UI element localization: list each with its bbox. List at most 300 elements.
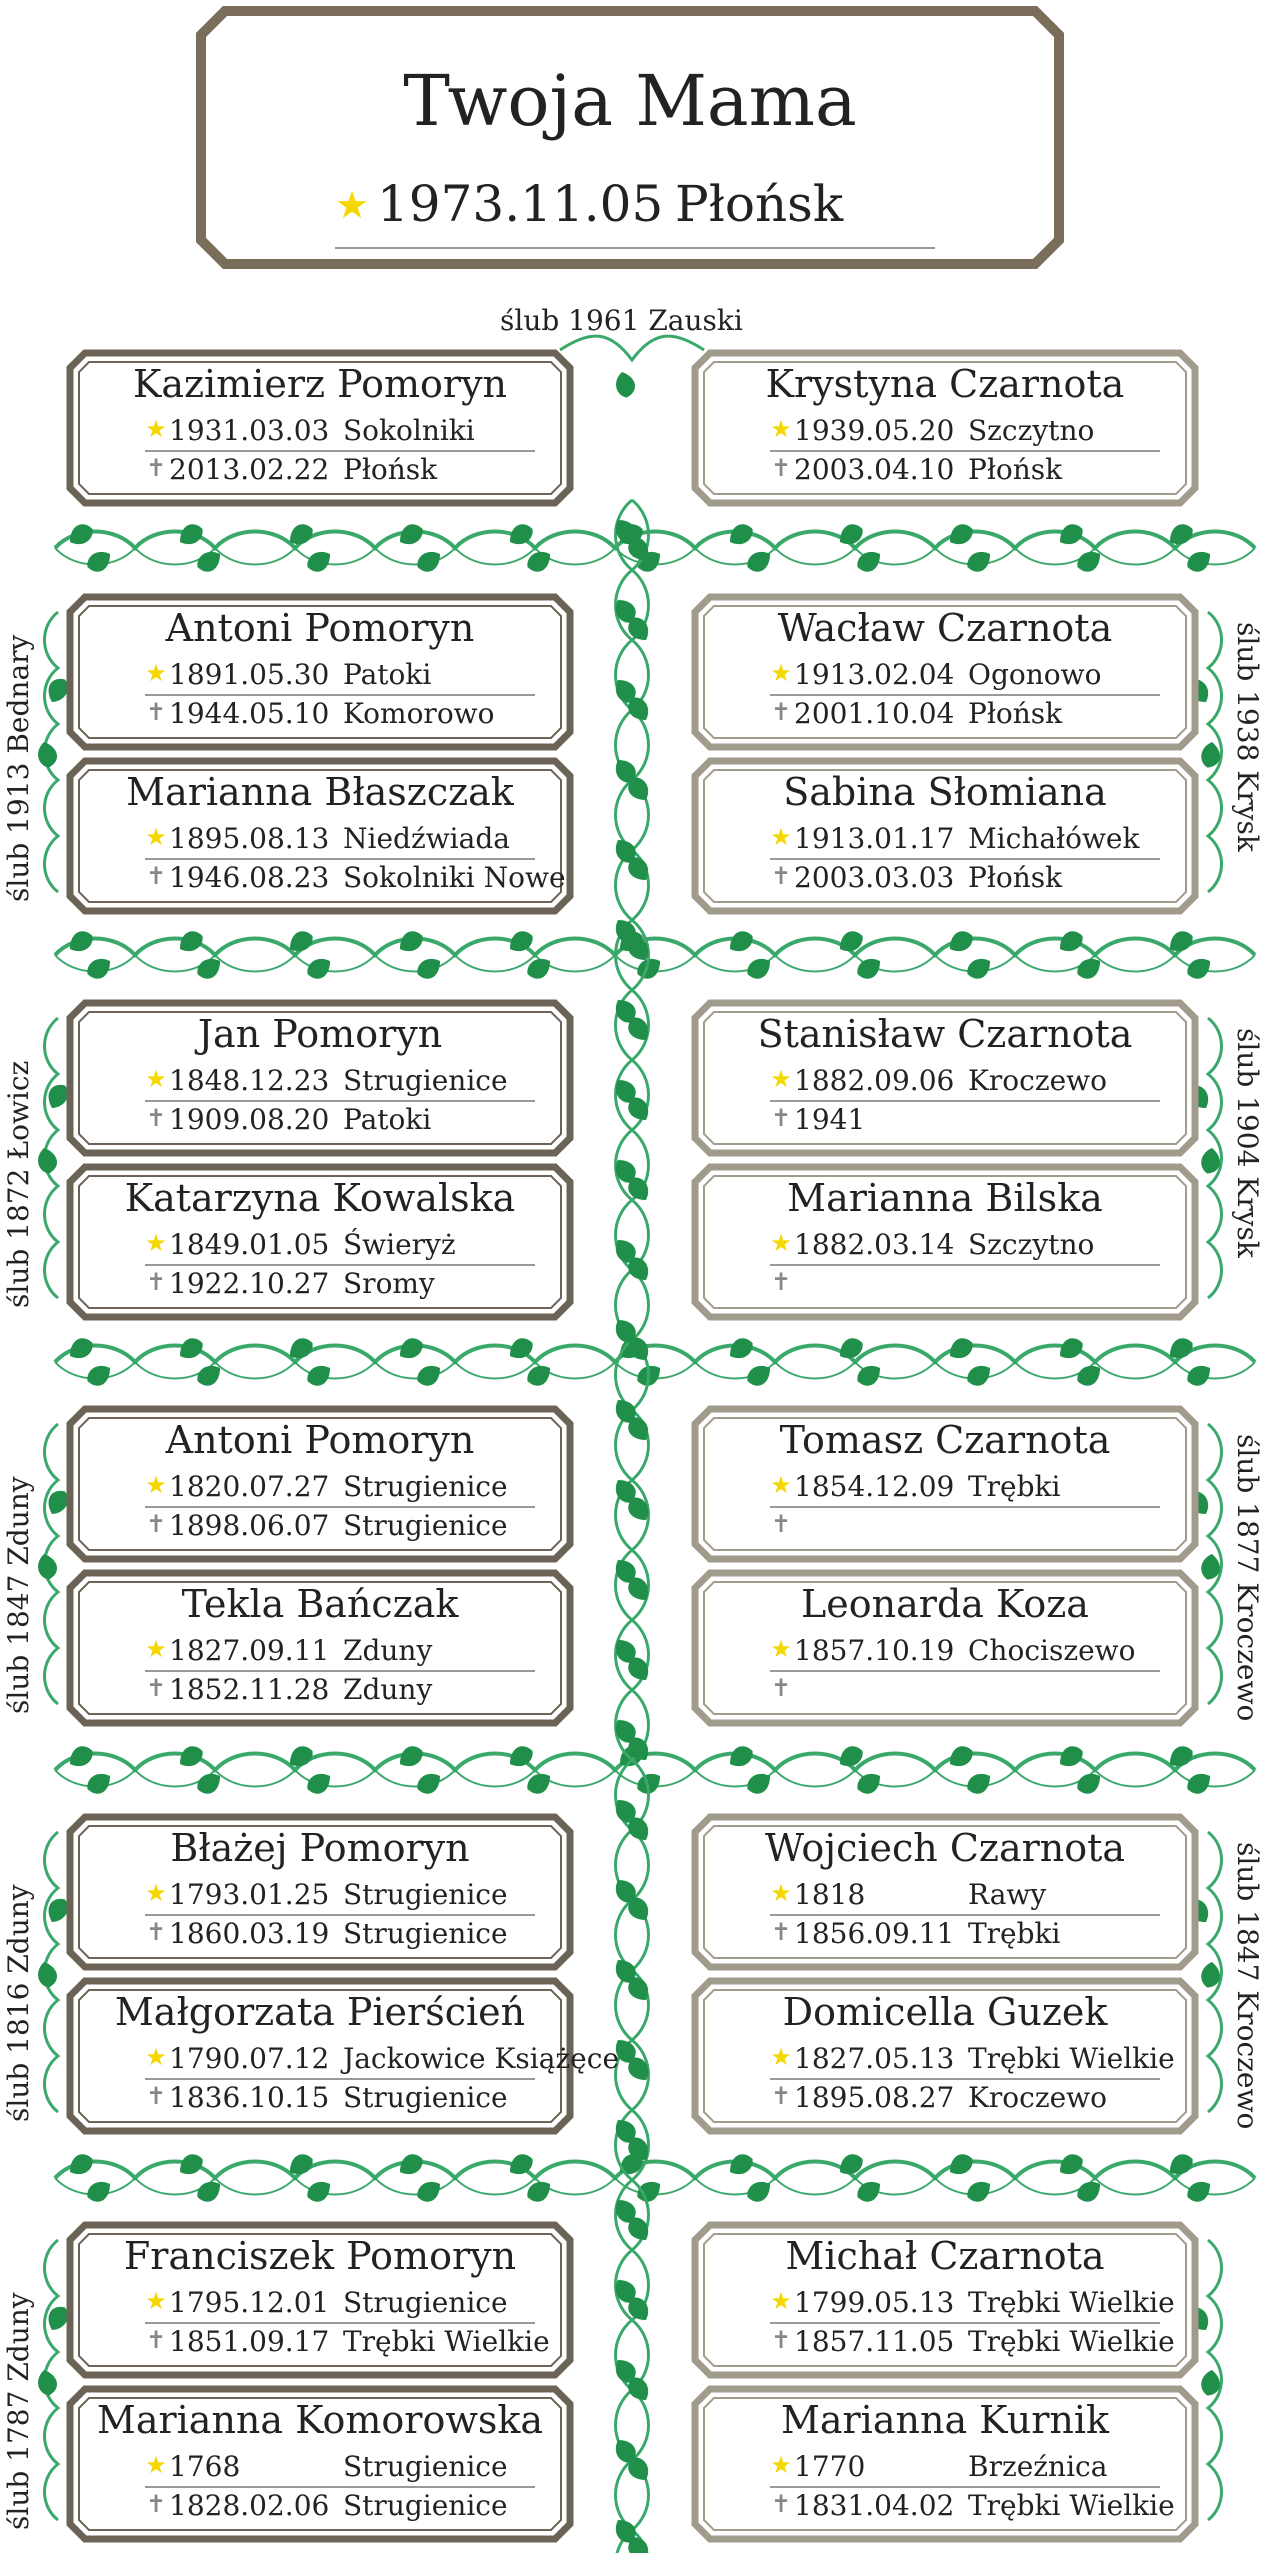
leaf-icon xyxy=(945,1742,977,1771)
birth-date: 1768 xyxy=(169,2450,241,2483)
star-icon: ★ xyxy=(770,1229,792,1257)
birth-place: Strugienice xyxy=(343,1470,508,1503)
birth-date: 1770 xyxy=(794,2450,866,2483)
cross-icon: ✝ xyxy=(145,2326,167,2354)
birth-row xyxy=(145,1878,555,1914)
card-mother xyxy=(690,348,1200,508)
cross-icon: ✝ xyxy=(770,2326,792,2354)
death-place: Trębki Wielkie xyxy=(343,2325,550,2358)
leaf-icon xyxy=(83,547,115,576)
star-icon: ★ xyxy=(145,823,167,851)
card-ancestor xyxy=(65,1812,575,1972)
leaf-icon xyxy=(65,520,97,549)
vine-ornament xyxy=(616,500,633,2553)
birth-row xyxy=(770,1878,1180,1914)
birth-place: Niedźwiada xyxy=(343,822,510,855)
card-ancestor xyxy=(690,1812,1200,1972)
leaf-icon xyxy=(65,2150,97,2179)
birth-row xyxy=(145,1228,555,1264)
death-row xyxy=(770,1673,1180,1709)
death-place: Zduny xyxy=(343,1673,433,1706)
card-ancestor xyxy=(690,756,1200,916)
death-place: Trębki Wielkie xyxy=(968,2489,1175,2522)
star-icon: ★ xyxy=(145,2451,167,2479)
death-row xyxy=(145,2325,555,2361)
birth-date: 1882.03.14 xyxy=(794,1228,955,1261)
birth-place: Świeryż xyxy=(343,1228,456,1261)
leaf-icon xyxy=(725,1742,757,1771)
person-name: Małgorzata Pierścień xyxy=(114,1990,526,2034)
person-name: Krystyna Czarnota xyxy=(765,362,1125,406)
leaf-icon xyxy=(963,2177,995,2206)
person-name: Sabina Słomiana xyxy=(783,770,1107,814)
leaf-icon xyxy=(303,2177,335,2206)
death-row xyxy=(770,697,1180,733)
marriage-label-left: ślub 1847 Zduny xyxy=(2,1476,35,1714)
birth-row xyxy=(145,2286,555,2322)
death-place: Patoki xyxy=(343,1103,432,1136)
death-date: 1856.09.11 xyxy=(794,1917,955,1950)
death-date: 1941 xyxy=(794,1103,866,1136)
star-icon: ★ xyxy=(145,1635,167,1663)
root-person-card xyxy=(195,5,1065,270)
leaf-icon xyxy=(1055,1334,1087,1363)
birth-date: 1849.01.05 xyxy=(169,1228,330,1261)
person-name: Tekla Bańczak xyxy=(181,1582,459,1626)
birth-place: Michałówek xyxy=(968,822,1140,855)
cross-icon: ✝ xyxy=(145,1510,167,1538)
star-icon: ★ xyxy=(770,2043,792,2071)
death-place: Trębki Wielkie xyxy=(968,2325,1175,2358)
leaf-icon xyxy=(175,2150,207,2179)
birth-place: Kroczewo xyxy=(968,1064,1107,1097)
birth-row xyxy=(770,658,1180,694)
leaf-icon xyxy=(36,1552,59,1581)
birth-date: 1857.10.19 xyxy=(794,1634,955,1667)
cross-icon: ✝ xyxy=(145,2490,167,2518)
marriage-label-left: ślub 1913 Bednary xyxy=(2,634,35,902)
birth-row xyxy=(770,2450,1180,2486)
person-name: Antoni Pomoryn xyxy=(165,606,475,650)
leaf-icon xyxy=(614,370,637,399)
leaf-icon xyxy=(725,1334,757,1363)
death-date: 1909.08.20 xyxy=(169,1103,330,1136)
death-date: 1852.11.28 xyxy=(169,1673,330,1706)
card-ancestor xyxy=(65,1404,575,1564)
cross-icon: ✝ xyxy=(145,454,167,482)
cross-icon: ✝ xyxy=(770,1268,792,1296)
death-row xyxy=(145,2489,555,2525)
cross-icon: ✝ xyxy=(145,862,167,890)
leaf-icon xyxy=(303,547,335,576)
card-ancestor xyxy=(65,592,575,752)
birth-row xyxy=(770,1064,1180,1100)
leaf-icon xyxy=(36,1146,59,1175)
death-row xyxy=(770,2081,1180,2117)
star-icon: ★ xyxy=(770,1635,792,1663)
star-icon: ★ xyxy=(145,1065,167,1093)
leaf-icon xyxy=(1183,954,1215,983)
death-date: 1836.10.15 xyxy=(169,2081,330,2114)
leaf-icon xyxy=(1073,1361,1105,1390)
death-date: 2013.02.22 xyxy=(169,453,330,486)
death-place: Strugienice xyxy=(343,2489,508,2522)
birth-date: 1820.07.27 xyxy=(169,1470,330,1503)
birth-date: 1891.05.30 xyxy=(169,658,330,691)
birth-row xyxy=(145,822,555,858)
birth-row xyxy=(770,1470,1180,1506)
marriage-label-parents: ślub 1961 Zauski xyxy=(500,304,743,337)
card-ancestor xyxy=(65,1162,575,1322)
death-row xyxy=(145,1267,555,1303)
birth-row xyxy=(770,414,1180,450)
leaf-icon xyxy=(193,2177,225,2206)
death-date: 1828.02.06 xyxy=(169,2489,330,2522)
card-ancestor xyxy=(690,1404,1200,1564)
death-row xyxy=(145,1917,555,1953)
birth-date: 1795.12.01 xyxy=(169,2286,330,2319)
leaf-icon xyxy=(65,927,97,956)
leaf-icon xyxy=(303,1769,335,1798)
leaf-icon xyxy=(945,520,977,549)
cross-icon: ✝ xyxy=(770,862,792,890)
star-icon: ★ xyxy=(145,2043,167,2071)
leaf-icon xyxy=(1073,954,1105,983)
death-row xyxy=(770,1267,1180,1303)
leaf-icon xyxy=(413,954,445,983)
leaf-icon xyxy=(1183,1769,1215,1798)
birth-date: 1913.02.04 xyxy=(794,658,955,691)
death-row xyxy=(770,1509,1180,1545)
birth-row xyxy=(145,414,555,450)
birth-place: Strugienice xyxy=(343,2450,508,2483)
birth-row xyxy=(770,1228,1180,1264)
leaf-icon xyxy=(1055,2150,1087,2179)
death-date: 1922.10.27 xyxy=(169,1267,330,1300)
leaf-icon xyxy=(175,1334,207,1363)
death-row xyxy=(145,1103,555,1139)
birth-date: 1793.01.25 xyxy=(169,1878,330,1911)
birth-place: Chociszewo xyxy=(968,1634,1136,1667)
birth-date: 1827.05.13 xyxy=(794,2042,955,2075)
marriage-label-right: ślub 1877 Kroczewo xyxy=(1231,1434,1264,1722)
person-name: Wojciech Czarnota xyxy=(764,1826,1126,1870)
person-name: Antoni Pomoryn xyxy=(165,1418,475,1462)
death-place: Sokolniki Nowe xyxy=(343,861,566,894)
person-name: Katarzyna Kowalska xyxy=(124,1176,516,1220)
card-ancestor xyxy=(690,998,1200,1158)
leaf-icon xyxy=(413,2177,445,2206)
birth-place: Jackowice Książęce xyxy=(343,2042,620,2075)
birth-place: Strugienice xyxy=(343,1064,508,1097)
birth-date: 1827.09.11 xyxy=(169,1634,330,1667)
leaf-icon xyxy=(1183,547,1215,576)
person-name: Leonarda Koza xyxy=(801,1582,1089,1626)
person-name: Franciszek Pomoryn xyxy=(123,2234,517,2278)
person-name: Tomasz Czarnota xyxy=(779,1418,1111,1462)
death-place: Strugienice xyxy=(343,1509,508,1542)
cross-icon: ✝ xyxy=(770,698,792,726)
birth-place: Brzeźnica xyxy=(968,2450,1108,2483)
leaf-icon xyxy=(1073,1769,1105,1798)
leaf-icon xyxy=(413,1769,445,1798)
birth-place: Szczytno xyxy=(968,1228,1095,1261)
card-ancestor xyxy=(65,998,575,1158)
death-date: 1831.04.02 xyxy=(794,2489,955,2522)
birth-row xyxy=(145,2042,620,2078)
death-place: Kroczewo xyxy=(968,2081,1107,2114)
death-place: Płońsk xyxy=(968,697,1063,730)
card-ancestor xyxy=(65,756,575,916)
death-place: Komorowo xyxy=(343,697,495,730)
death-row xyxy=(770,453,1180,489)
star-icon: ★ xyxy=(335,183,370,227)
root-birth-date: 1973.11.05 xyxy=(377,175,664,233)
leaf-icon xyxy=(725,520,757,549)
birth-row xyxy=(770,822,1180,858)
person-name: Marianna Bilska xyxy=(787,1176,1103,1220)
death-place: Płońsk xyxy=(968,453,1063,486)
leaf-icon xyxy=(83,1769,115,1798)
birth-date: 1848.12.23 xyxy=(169,1064,330,1097)
death-place: Płońsk xyxy=(968,861,1063,894)
birth-place: Trębki Wielkie xyxy=(968,2042,1175,2075)
death-row xyxy=(770,1103,1180,1139)
root-birth-place: Płońsk xyxy=(675,175,844,233)
birth-date: 1854.12.09 xyxy=(794,1470,955,1503)
leaf-icon xyxy=(36,1960,59,1989)
death-date: 1860.03.19 xyxy=(169,1917,330,1950)
card-ancestor xyxy=(690,2384,1200,2544)
death-place: Strugienice xyxy=(343,1917,508,1950)
birth-row xyxy=(145,1064,555,1100)
root-name: Twoja Mama xyxy=(403,60,857,142)
leaf-icon xyxy=(633,2177,665,2206)
birth-row xyxy=(770,1634,1180,1670)
vine-ornament xyxy=(632,500,649,2553)
cross-icon: ✝ xyxy=(770,1918,792,1946)
death-date: 1944.05.10 xyxy=(169,697,330,730)
card-ancestor xyxy=(690,592,1200,752)
star-icon: ★ xyxy=(770,2287,792,2315)
leaf-icon xyxy=(193,1769,225,1798)
cross-icon: ✝ xyxy=(770,1104,792,1132)
leaf-icon xyxy=(193,954,225,983)
star-icon: ★ xyxy=(770,2451,792,2479)
star-icon: ★ xyxy=(770,659,792,687)
death-row xyxy=(145,861,566,897)
leaf-icon xyxy=(725,2150,757,2179)
death-row xyxy=(770,1917,1180,1953)
death-row xyxy=(770,2489,1180,2525)
leaf-icon xyxy=(413,547,445,576)
cross-icon: ✝ xyxy=(145,1674,167,1702)
death-row xyxy=(770,861,1180,897)
star-icon: ★ xyxy=(770,1065,792,1093)
root-birth-line xyxy=(335,175,935,235)
leaf-icon xyxy=(193,1361,225,1390)
leaf-icon xyxy=(193,547,225,576)
card-ancestor xyxy=(690,1162,1200,1322)
leaf-icon xyxy=(963,1361,995,1390)
cross-icon: ✝ xyxy=(145,1918,167,1946)
death-date: 1946.08.23 xyxy=(169,861,330,894)
death-date: 1898.06.07 xyxy=(169,1509,330,1542)
leaf-icon xyxy=(36,740,59,769)
birth-row xyxy=(145,1634,555,1670)
leaf-icon xyxy=(83,954,115,983)
birth-date: 1939.05.20 xyxy=(794,414,955,447)
star-icon: ★ xyxy=(770,1879,792,1907)
person-name: Kazimierz Pomoryn xyxy=(132,362,508,406)
birth-place: Strugienice xyxy=(343,2286,508,2319)
card-ancestor xyxy=(690,1568,1200,1728)
death-place: Płońsk xyxy=(343,453,438,486)
star-icon: ★ xyxy=(145,2287,167,2315)
birth-row xyxy=(770,2042,1180,2078)
cross-icon: ✝ xyxy=(770,2082,792,2110)
leaf-icon xyxy=(36,2368,59,2397)
cross-icon: ✝ xyxy=(145,1268,167,1296)
star-icon: ★ xyxy=(145,659,167,687)
star-icon: ★ xyxy=(770,415,792,443)
birth-date: 1895.08.13 xyxy=(169,822,330,855)
leaf-icon xyxy=(1073,547,1105,576)
leaf-icon xyxy=(945,2150,977,2179)
death-row xyxy=(145,697,555,733)
marriage-label-left: ślub 1872 Łowicz xyxy=(2,1060,35,1308)
person-name: Stanisław Czarnota xyxy=(757,1012,1133,1056)
leaf-icon xyxy=(175,520,207,549)
birth-row xyxy=(145,2450,555,2486)
leaf-icon xyxy=(1055,520,1087,549)
death-row xyxy=(145,2081,555,2117)
star-icon: ★ xyxy=(770,823,792,851)
death-row xyxy=(145,453,555,489)
birth-date: 1882.09.06 xyxy=(794,1064,955,1097)
death-date: 1851.09.17 xyxy=(169,2325,330,2358)
leaf-icon xyxy=(963,547,995,576)
leaf-icon xyxy=(65,1742,97,1771)
birth-row xyxy=(145,658,555,694)
birth-place: Trębki Wielkie xyxy=(968,2286,1175,2319)
leaf-icon xyxy=(83,2177,115,2206)
birth-place: Sokolniki xyxy=(343,414,475,447)
birth-date: 1799.05.13 xyxy=(794,2286,955,2319)
star-icon: ★ xyxy=(770,1471,792,1499)
cross-icon: ✝ xyxy=(770,1674,792,1702)
death-place: Sromy xyxy=(343,1267,435,1300)
star-icon: ★ xyxy=(145,1229,167,1257)
leaf-icon xyxy=(945,1334,977,1363)
cross-icon: ✝ xyxy=(145,2082,167,2110)
leaf-icon xyxy=(1055,1742,1087,1771)
card-ancestor xyxy=(65,2384,575,2544)
death-date: 2003.04.10 xyxy=(794,453,955,486)
birth-place: Rawy xyxy=(968,1878,1047,1911)
card-ancestor xyxy=(65,1568,575,1728)
birth-place: Zduny xyxy=(343,1634,433,1667)
marriage-label-left: ślub 1816 Zduny xyxy=(2,1884,35,2122)
death-row xyxy=(770,2325,1180,2361)
death-date: 1857.11.05 xyxy=(794,2325,955,2358)
person-name: Marianna Komorowska xyxy=(96,2398,544,2442)
leaf-icon xyxy=(963,954,995,983)
person-name: Marianna Kurnik xyxy=(780,2398,1110,2442)
leaf-icon xyxy=(303,1361,335,1390)
leaf-icon xyxy=(1055,927,1087,956)
person-name: Michał Czarnota xyxy=(785,2234,1105,2278)
birth-place: Trębki xyxy=(968,1470,1061,1503)
vine-ornament xyxy=(560,336,704,360)
card-ancestor xyxy=(690,1976,1200,2136)
leaf-icon xyxy=(83,1361,115,1390)
marriage-label-right: ślub 1904 Krysk xyxy=(1231,1028,1264,1258)
card-ancestor xyxy=(65,2220,575,2380)
death-place: Trębki xyxy=(968,1917,1061,1950)
leaf-icon xyxy=(65,1334,97,1363)
birth-row xyxy=(145,1470,555,1506)
leaf-icon xyxy=(303,954,335,983)
card-ancestor xyxy=(690,2220,1200,2380)
death-date: 2001.10.04 xyxy=(794,697,955,730)
birth-place: Strugienice xyxy=(343,1878,508,1911)
leaf-icon xyxy=(945,927,977,956)
birth-date: 1931.03.03 xyxy=(169,414,330,447)
death-date: 1895.08.27 xyxy=(794,2081,955,2114)
star-icon: ★ xyxy=(145,1879,167,1907)
leaf-icon xyxy=(1073,2177,1105,2206)
leaf-icon xyxy=(725,927,757,956)
cross-icon: ✝ xyxy=(770,454,792,482)
card-ancestor xyxy=(65,1976,620,2136)
birth-place: Ogonowo xyxy=(968,658,1102,691)
birth-row xyxy=(770,2286,1180,2322)
cross-icon: ✝ xyxy=(770,1510,792,1538)
cross-icon: ✝ xyxy=(770,2490,792,2518)
death-date: 2003.03.03 xyxy=(794,861,955,894)
star-icon: ★ xyxy=(145,415,167,443)
death-row xyxy=(145,1509,555,1545)
birth-date: 1790.07.12 xyxy=(169,2042,330,2075)
leaf-icon xyxy=(1183,2177,1215,2206)
person-name: Jan Pomoryn xyxy=(197,1012,443,1056)
star-icon: ★ xyxy=(145,1471,167,1499)
marriage-label-left: ślub 1787 Zduny xyxy=(2,2292,35,2530)
person-name: Wacław Czarnota xyxy=(777,606,1113,650)
divider xyxy=(335,247,935,249)
birth-place: Patoki xyxy=(343,658,432,691)
cross-icon: ✝ xyxy=(145,698,167,726)
person-name: Błażej Pomoryn xyxy=(170,1826,470,1870)
person-name: Domicella Guzek xyxy=(782,1990,1108,2034)
birth-date: 1913.01.17 xyxy=(794,822,955,855)
death-row xyxy=(145,1673,555,1709)
leaf-icon xyxy=(175,1742,207,1771)
cross-icon: ✝ xyxy=(145,1104,167,1132)
marriage-label-right: ślub 1938 Krysk xyxy=(1231,622,1264,852)
birth-place: Szczytno xyxy=(968,414,1095,447)
card-father xyxy=(65,348,575,508)
leaf-icon xyxy=(413,1361,445,1390)
leaf-icon xyxy=(175,927,207,956)
person-name: Marianna Błaszczak xyxy=(126,770,514,814)
leaf-icon xyxy=(963,1769,995,1798)
death-place: Strugienice xyxy=(343,2081,508,2114)
birth-date: 1818 xyxy=(794,1878,866,1911)
marriage-label-right: ślub 1847 Kroczewo xyxy=(1231,1842,1264,2130)
leaf-icon xyxy=(1183,1361,1215,1390)
